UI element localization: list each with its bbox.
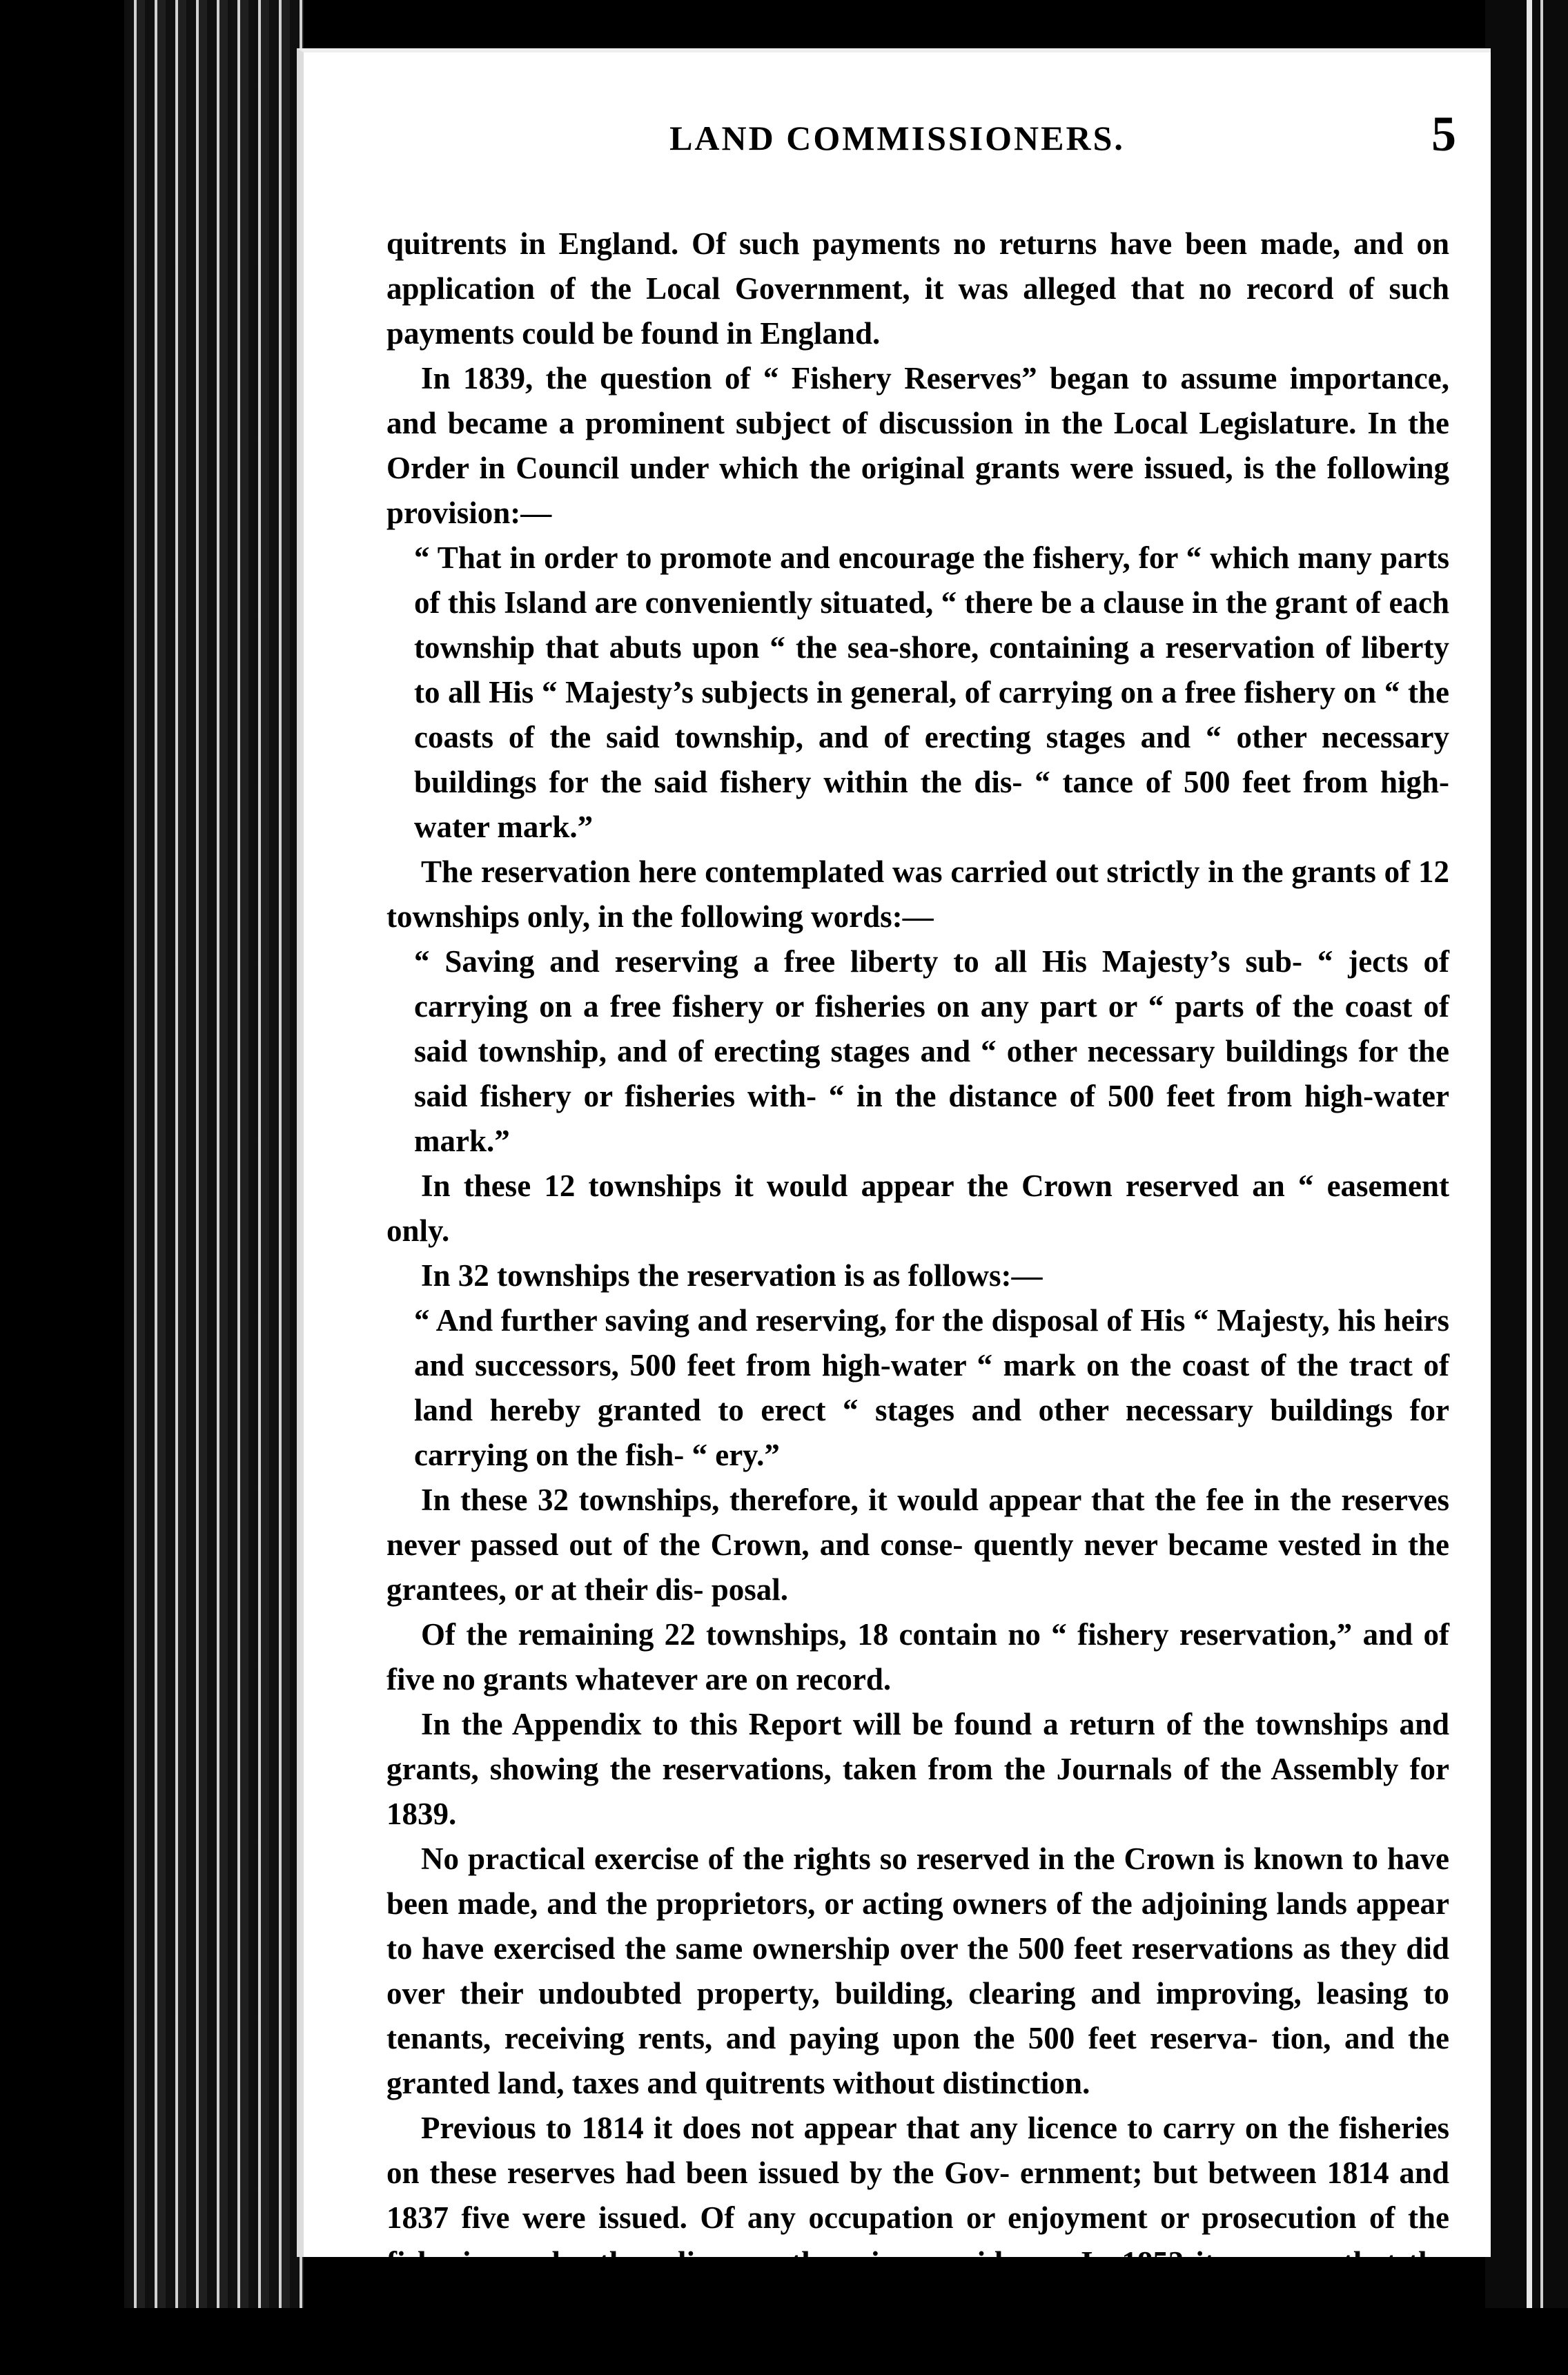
running-title: LAND COMMISSIONERS. <box>669 119 1125 157</box>
paragraph: In the Appendix to this Report will be found a return of the townships and grants, showing the reservations, taken from the Journals of the Assembly for 1839. <box>386 1707 1449 1831</box>
paragraph: In these 32 townships, therefore, it would appear that the fee in the reserves never passed out of the Crown, and conse- quently never became vested in the grantees, or at their dis- posal. <box>386 1483 1449 1607</box>
body-text <box>386 222 1449 2375</box>
book-edge <box>124 0 304 2308</box>
paragraph: Previous to 1814 it does not appear that any licence to carry on the fisheries on these reserves had been issued by the Gov- ernment; but between 1814 and 1837 five were issued. Of any occupation or enjoyment or prosecution of the fisheries under these licences there is no evidence. In 1853 it appears that the Government again issued some few licences, but their right to do so was disputed by the parties in occupation of the reserves; <box>386 2111 1449 2369</box>
paragraph: In 1839, the question of “ Fishery Reserves” began to assume importance, and became a prominent subject of discussion in the Local Legislature. In the Order in Council under which the original grants were issued, is the following provision:— <box>386 361 1449 530</box>
paragraph: The reservation here contemplated was carried out strictly in the grants of 12 townships only, in the following words:— <box>386 854 1449 934</box>
quote: “ And further saving and reserving, for the disposal of His “ Majesty, his heirs and successors, 500 feet from high-water “ mark on the coast of the tract of land hereby granted to erect “ stages and other necessary buildings for carrying on the fish- “ ery.” <box>414 1303 1449 1472</box>
page-number: 5 <box>1431 106 1456 162</box>
paragraph: Of the remaining 22 townships, 18 contain no “ fishery reservation,” and of five no grants whatever are on record. <box>386 1617 1449 1697</box>
quote: “ That in order to promote and encourage the fishery, for “ which many parts of this Island are conveniently situated, “ there be a clause in the grant of each township that abuts upon “ the sea-shore, containing a reservation of liberty to all His “ Majesty’s subjects in general, of carrying on a free fishery on “ the coasts of the said township, and of erecting stages and “ other necessary buildings for the said fishery within the dis- “ tance of 500 feet from high-water mark.” <box>414 540 1449 844</box>
facing-page-edge <box>1485 0 1568 2308</box>
quote: “ Saving and reserving a free liberty to all His Majesty’s sub- “ jects of carrying on a free fishery or fisheries on any part or “ parts of the coast of said township, and of erecting stages and “ other necessary buildings for the said fishery or fisheries with- “ in the distance of 500 feet from high-water mark.” <box>414 944 1449 1158</box>
paragraph: In these 12 townships it would appear the Crown reserved an “ easement only. <box>386 1169 1449 1248</box>
paragraph: In 32 townships the reservation is as follows:— <box>421 1258 1043 1293</box>
page-header <box>304 106 1491 180</box>
document-page <box>297 48 1491 2369</box>
paragraph: quitrents in England. Of such payments no returns have been made, and on application of the Local Government, it was alleged that no record of such payments could be found in England. <box>386 226 1449 351</box>
paragraph: No practical exercise of the rights so reserved in the Crown is known to have been made, and the proprietors, or acting owners of the adjoining lands appear to have exercised the same ownership over the 500 feet reservations as they did over their undoubted property, building, clearing and improving, leasing to tenants, receiving rents, and paying upon the 500 feet reserva- tion, and the granted land, taxes and quitrents without distinction. <box>386 1841 1449 2100</box>
